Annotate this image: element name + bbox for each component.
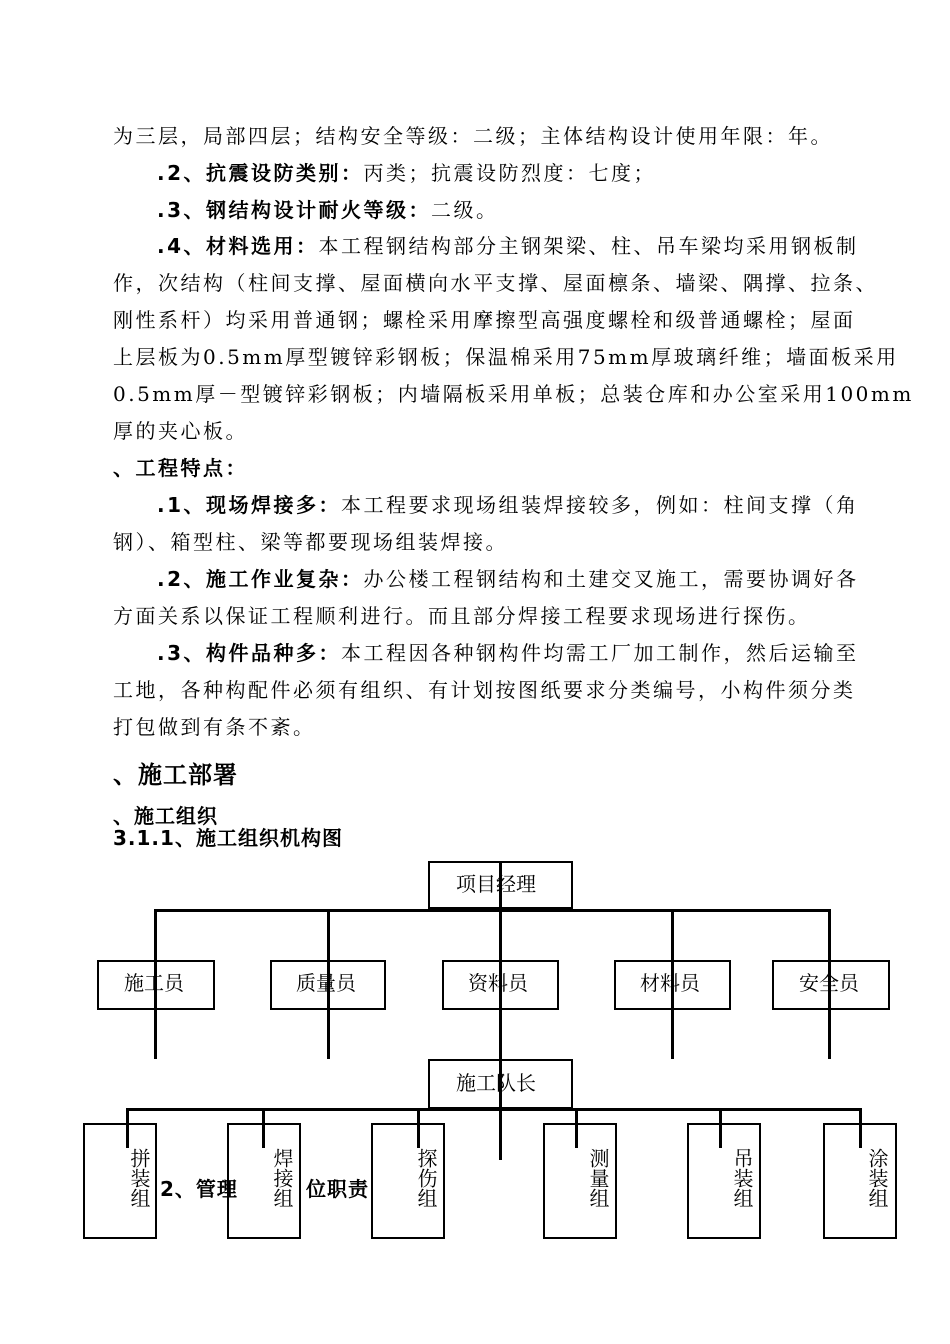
item-label: .4、材料选用：	[157, 234, 319, 258]
paragraph-line: 钢）、箱型柱、梁等都要现场组装焊接。	[113, 530, 508, 554]
paragraph-line	[157, 635, 859, 671]
item-text: 办公楼工程钢结构和土建交叉施工，需要协调好各	[363, 567, 859, 591]
subsubsection-title: 3.1.1、施工组织机构图	[113, 826, 343, 850]
paragraph-line	[157, 561, 859, 597]
org-label: 材料员	[640, 971, 700, 995]
paragraph-line	[157, 155, 656, 191]
item-label: .3、构件品种多：	[157, 641, 342, 665]
org-label: 安全员	[799, 971, 859, 995]
org-label: 项目经理	[456, 872, 536, 896]
paragraph-line: 工地，各种构配件必须有组织、有计划按图纸要求分类编号，小构件须分类	[113, 678, 856, 702]
overlapped-heading-fragment: 位职责	[306, 1177, 369, 1201]
subsection-title: 、施工组织	[113, 804, 218, 828]
item-label: .2、施工作业复杂：	[157, 567, 364, 591]
section-heading: 、工程特点：	[113, 456, 248, 480]
paragraph-line: 打包做到有条不紊。	[113, 715, 316, 739]
section-title: 、施工部署	[113, 761, 238, 789]
connector-line	[154, 909, 831, 912]
org-label: 施工队长	[456, 1071, 536, 1095]
item-text: 二级。	[431, 198, 499, 222]
paragraph-line: 为三层，局部四层；结构安全等级：二级；主体结构设计使用年限：年。	[113, 124, 833, 148]
org-label: 探伤组	[414, 1148, 438, 1208]
paragraph-line	[157, 228, 859, 264]
paragraph-line: 0.5mm厚－型镀锌彩钢板；内墙隔板采用单板；总装仓库和办公室采用100mm	[113, 382, 914, 406]
paragraph-line: 刚性系杆）均采用普通钢；螺栓采用摩擦型高强度螺栓和级普通螺栓；屋面	[113, 308, 856, 332]
item-text: 丙类；抗震设防烈度：七度；	[363, 161, 657, 185]
paragraph-line: 厚的夹心板。	[113, 419, 248, 443]
paragraph-line	[157, 487, 859, 523]
item-text: 本工程钢结构部分主钢架梁、柱、吊车梁均采用钢板制	[318, 234, 859, 258]
org-label: 施工员	[124, 971, 184, 995]
item-text: 本工程因各种钢构件均需工厂加工制作，然后运输至	[341, 641, 859, 665]
overlapped-heading-fragment: 2、管理	[160, 1177, 238, 1201]
org-label: 测量组	[586, 1148, 610, 1208]
item-label: .2、抗震设防类别：	[157, 161, 364, 185]
org-label: 焊接组	[270, 1148, 294, 1208]
item-label: .1、现场焊接多：	[157, 493, 342, 517]
paragraph-line: 上层板为0.5mm厚型镀锌彩钢板；保温棉采用75mm厚玻璃纤维；墙面板采用	[113, 345, 899, 369]
item-text: 本工程要求现场组装焊接较多，例如：柱间支撑（角	[341, 493, 859, 517]
org-label: 涂装组	[865, 1148, 889, 1208]
org-label: 质量员	[296, 971, 356, 995]
paragraph-line: 作，次结构（柱间支撑、屋面横向水平支撑、屋面檩条、墙梁、隅撑、拉条、	[113, 271, 878, 295]
paragraph-line: 方面关系以保证工程顺利进行。而且部分焊接工程要求现场进行探伤。	[113, 604, 811, 628]
org-label: 拼装组	[127, 1148, 151, 1208]
item-label: .3、钢结构设计耐火等级：	[157, 198, 432, 222]
org-label: 吊装组	[730, 1148, 754, 1208]
org-label: 资料员	[468, 971, 528, 995]
paragraph-line	[157, 192, 499, 228]
